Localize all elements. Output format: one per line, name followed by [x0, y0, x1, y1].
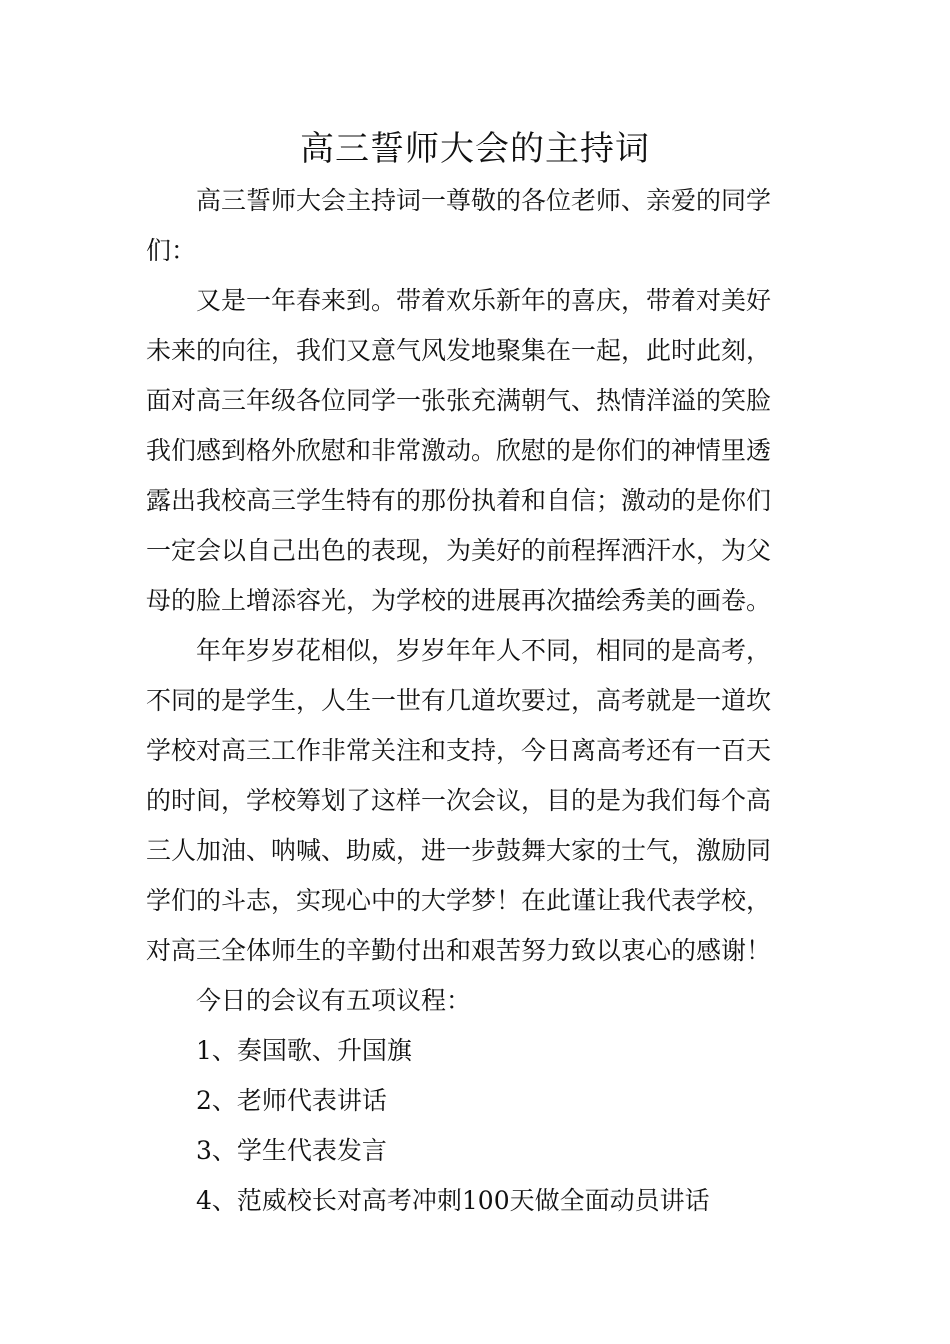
text-line: 面对高三年级各位同学一张张充满朝气、热情洋溢的笑脸: [146, 386, 772, 415]
agenda-item-1: 1、奏国歌、升国旗: [196, 1036, 412, 1065]
paragraph-2: [146, 276, 808, 626]
document-body: [146, 176, 808, 1226]
document-title: 高三誓师大会的主持词: [300, 129, 650, 169]
agenda-item-2: 2、老师代表讲话: [196, 1086, 387, 1115]
text-line: 今日的会议有五项议程：: [196, 986, 472, 1015]
paragraph-4: [146, 976, 808, 1026]
text-line: 又是一年春来到。带着欢乐新年的喜庆，带着对美好: [196, 286, 772, 315]
text-line: 学们的斗志，实现心中的大学梦！在此谨让我代表学校，: [146, 886, 772, 915]
text-line: 年年岁岁花相似，岁岁年年人不同，相同的是高考，: [196, 636, 772, 665]
text-line: 们：: [146, 236, 197, 265]
text-line: 高三誓师大会主持词一尊敬的各位老师、亲爱的同学: [196, 186, 772, 215]
text-line: 对高三全体师生的辛勤付出和艰苦努力致以衷心的感谢！: [146, 936, 772, 965]
text-line: 的时间，学校筹划了这样一次会议，目的是为我们每个高: [146, 786, 772, 815]
text-line: 母的脸上增添容光，为学校的进展再次描绘秀美的画卷。: [146, 586, 772, 615]
text-line: 三人加油、呐喊、助威，进一步鼓舞大家的士气，激励同: [146, 836, 772, 865]
text-line: 露出我校高三学生特有的那份执着和自信；激动的是你们: [146, 486, 772, 515]
text-line: 我们感到格外欣慰和非常激动。欣慰的是你们的神情里透: [146, 436, 772, 465]
paragraph-3: [146, 626, 808, 976]
agenda-item-4: 4、范威校长对高考冲刺100天做全面动员讲话: [196, 1186, 710, 1215]
text-line: 学校对高三工作非常关注和支持，今日离高考还有一百天: [146, 736, 772, 765]
text-line: 不同的是学生，人生一世有几道坎要过，高考就是一道坎: [146, 686, 772, 715]
paragraph-1: [146, 176, 808, 276]
text-line: 一定会以自己出色的表现，为美好的前程挥洒汗水，为父: [146, 536, 772, 565]
agenda-item-3: 3、学生代表发言: [196, 1136, 387, 1165]
text-line: 未来的向往，我们又意气风发地聚集在一起，此时此刻，: [146, 336, 772, 365]
